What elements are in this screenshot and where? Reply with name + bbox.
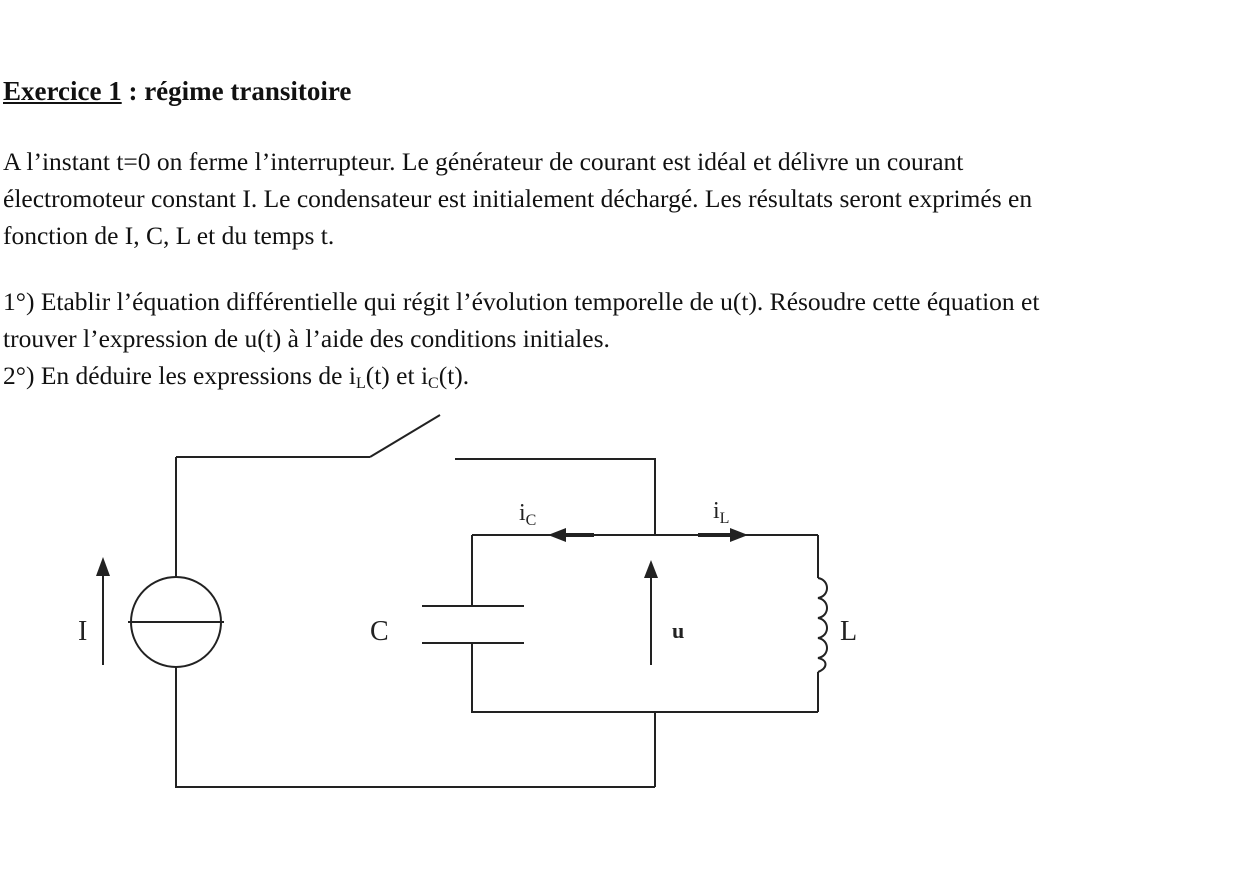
- ic-arrow-shaft: [566, 533, 594, 537]
- il-label-sub: L: [719, 510, 730, 527]
- ic-label: [519, 500, 536, 529]
- exercise-number: Exercice 1: [3, 76, 122, 106]
- wire-top-right: [455, 459, 655, 535]
- question-1-line-2: trouver l’expression de u(t) à l’aide des conditions initiales.: [3, 324, 610, 353]
- ic-label-sub: C: [525, 512, 537, 529]
- capacitor-label: C: [370, 616, 389, 647]
- wire-bottom-outer: [176, 667, 655, 787]
- question-2-mid: (t) et i: [365, 361, 429, 390]
- il-arrow-icon: [730, 528, 748, 542]
- ic-arrow-icon: [548, 528, 566, 542]
- il-arrow-shaft: [698, 533, 730, 537]
- statement-line-3: fonction de I, C, L et du temps t.: [3, 221, 335, 250]
- question-2-sub-c: C: [428, 375, 439, 392]
- wire-inner-bottom: [472, 643, 818, 712]
- voltage-arrow-icon: [644, 560, 658, 578]
- inductor-label: L: [840, 616, 858, 647]
- statement-line-1: A l’instant t=0 on ferme l’interrupteur. Le générateur de courant est idéal et délivre un courant: [3, 147, 964, 176]
- source-arrow-icon: [96, 557, 110, 576]
- question-1-line-1: 1°) Etablir l’équation différentielle qui régit l’évolution temporelle de u(t). Résoudre cette équation et: [3, 287, 1040, 316]
- question-2-prefix: 2°) En déduire les expressions de i: [3, 361, 356, 390]
- question-2-suffix: (t).: [438, 361, 470, 390]
- il-label: [713, 498, 729, 527]
- voltage-label: u: [672, 618, 685, 643]
- statement-line-2: électromoteur constant I. Le condensateur est initialement déchargé. Les résultats seront exprimés en: [3, 184, 1033, 213]
- il-label-main: i: [713, 498, 720, 524]
- ic-label-main: i: [519, 500, 526, 526]
- inductor-coil: [818, 578, 827, 672]
- circuit-wires: [103, 415, 827, 787]
- source-label: I: [78, 616, 88, 647]
- switch-blade: [370, 415, 440, 457]
- exercise-subtitle: : régime transitoire: [121, 76, 352, 106]
- question-2-sub-l: L: [355, 375, 366, 392]
